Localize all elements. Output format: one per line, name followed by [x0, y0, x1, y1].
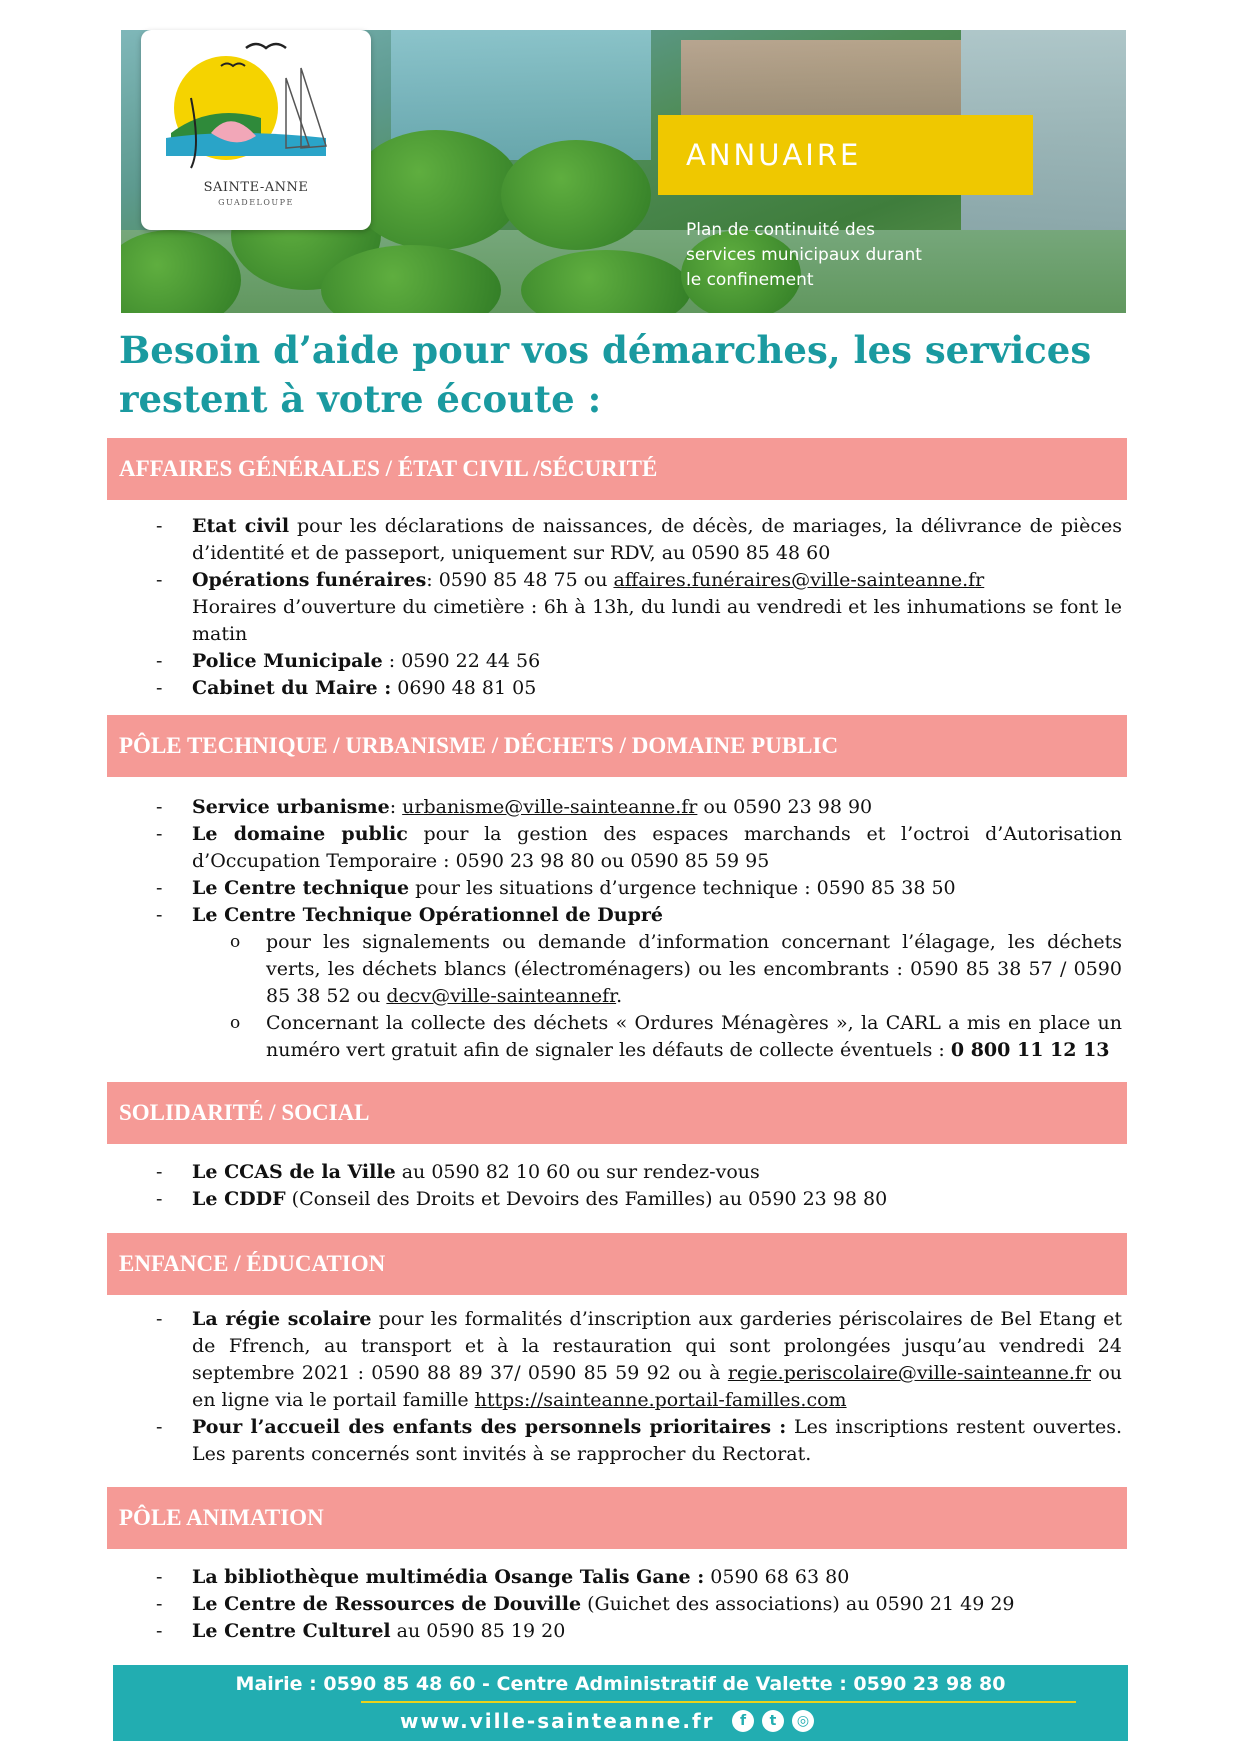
item-text: pour les situations d’urgence technique : 0590 85 38 50: [409, 877, 956, 899]
section-header-enfance: ENFANCE / ÉDUCATION: [107, 1233, 1127, 1295]
portal-link[interactable]: https://sainteanne.portail-familles.com: [474, 1389, 847, 1411]
item-text: au 0590 85 19 20: [390, 1620, 566, 1642]
technique-list: [154, 794, 1122, 1064]
animation-list: [154, 1564, 1122, 1645]
facebook-icon[interactable]: f: [732, 1710, 754, 1732]
list-item: [154, 1414, 1122, 1468]
list-item: [154, 1306, 1122, 1414]
item-text: .: [616, 985, 623, 1007]
list-item: [154, 794, 1122, 821]
item-text: Les inscriptions restent ouvertes. Les parents concernés sont invités à se rapprocher du Rectorat.: [192, 1416, 1122, 1465]
list-item: [154, 648, 1122, 675]
tree-image: [501, 140, 651, 250]
list-item: [154, 1564, 1122, 1591]
list-item: [154, 1159, 1122, 1186]
page-title-line: Besoin d’aide pour vos démarches, les services: [119, 328, 1092, 372]
plan-line: services municipaux durant: [686, 245, 922, 265]
affaires-list: [154, 513, 1122, 702]
website-link[interactable]: www.ville-sainteanne.fr: [400, 1709, 715, 1733]
item-title: Police Municipale: [192, 650, 383, 672]
email-link[interactable]: regie.periscolaire@ville-sainteanne.fr: [727, 1362, 1091, 1384]
item-text: (Guichet des associations) au 0590 21 49 29: [581, 1593, 1015, 1615]
section-header-solidarite: SOLIDARITÉ / SOCIAL: [107, 1082, 1127, 1144]
list-item: [154, 1186, 1122, 1213]
item-title: La régie scolaire: [192, 1308, 372, 1330]
list-item: [154, 875, 1122, 902]
list-item: [154, 821, 1122, 875]
item-title: Opérations funéraires: [192, 569, 427, 591]
item-title: Le domaine public: [192, 823, 408, 845]
solidarite-list: [154, 1159, 1122, 1213]
annuaire-banner: ANNUAIRE: [658, 115, 1033, 195]
item-title: Etat civil: [192, 515, 290, 537]
item-text: (Conseil des Droits et Devoirs des Familles) au 0590 23 98 80: [285, 1188, 888, 1210]
item-title: Service urbanisme: [192, 796, 390, 818]
item-title: La bibliothèque multimédia Osange Talis Gane :: [192, 1566, 705, 1588]
list-item: [154, 1618, 1122, 1645]
plan-line: Plan de continuité des: [686, 220, 876, 240]
page-title-line: restent à votre écoute :: [119, 377, 602, 421]
item-title: Le Centre Technique Opérationnel de Dupré: [192, 904, 663, 926]
twitter-icon[interactable]: t: [762, 1710, 784, 1732]
section-header-animation: PÔLE ANIMATION: [107, 1487, 1127, 1549]
footer: [113, 1665, 1128, 1741]
item-title: Le CCAS de la Ville: [192, 1161, 396, 1183]
tree-image: [351, 130, 521, 250]
logo: [141, 30, 371, 230]
sub-list: [192, 929, 1122, 1064]
footer-contact: Mairie : 0590 85 48 60 - Centre Administratif de Valette : 0590 23 98 80: [235, 1673, 1006, 1695]
plan-line: le confinement: [686, 270, 814, 290]
item-text: pour les signalements ou demande d’information concernant l’élagage, les déchets verts, les déchets blancs (électroménagers) ou les encombrants : 0590 85 38 57 / 0590 85 38 52 ou: [266, 931, 1122, 1007]
item-title: Cabinet du Maire :: [192, 677, 392, 699]
item-title: Pour l’accueil des enfants des personnels prioritaires :: [192, 1416, 787, 1438]
item-text: pour les formalités d’inscription aux garderies périscolaires de Bel Etang et de Ffrench, au transport et à la restauration qui sont prolongées jusqu’au vendredi 24 septembre 2021 : 0590 88 89 37/ 0590 85 59 92 ou à: [192, 1308, 1122, 1384]
item-title: Le Centre technique: [192, 877, 410, 899]
item-text: Concernant la collecte des déchets « Ordures Ménagères », la CARL a mis en place un numéro vert gratuit afin de signaler les défauts de collecte éventuels :: [266, 1012, 1122, 1061]
sainte-anne-logo-icon: [151, 38, 361, 178]
logo-subtitle: GUADELOUPE: [218, 198, 294, 207]
item-text: : 0590 22 44 56: [382, 650, 541, 672]
list-item: [154, 902, 1122, 1064]
page-title: [119, 326, 1119, 424]
item-text: 0590 68 63 80: [704, 1566, 850, 1588]
item-text: 0690 48 81 05: [391, 677, 537, 699]
email-link[interactable]: decv@ville-sainteannefr: [386, 985, 617, 1007]
item-title: Le Centre Culturel: [192, 1620, 391, 1642]
item-text: :: [389, 796, 403, 818]
section-header-technique: PÔLE TECHNIQUE / URBANISME / DÉCHETS / DOMAINE PUBLIC: [107, 715, 1127, 777]
item-text: Horaires d’ouverture du cimetière : 6h à 13h, du lundi au vendredi et les inhumations se font le matin: [192, 596, 1122, 645]
instagram-icon[interactable]: ◎: [792, 1710, 814, 1732]
list-item: [154, 1591, 1122, 1618]
section-header-affaires: AFFAIRES GÉNÉRALES / ÉTAT CIVIL /SÉCURITÉ: [107, 438, 1127, 500]
item-text: ou en ligne via le portail famille: [192, 1362, 1123, 1411]
item-text: : 0590 85 48 75 ou: [426, 569, 614, 591]
email-link[interactable]: urbanisme@ville-sainteanne.fr: [402, 796, 698, 818]
plan-text: [686, 218, 986, 293]
enfance-list: [154, 1306, 1122, 1468]
phone-number: 0 800 11 12 13: [950, 1039, 1110, 1061]
item-title: Le Centre de Ressources de Douville: [192, 1593, 582, 1615]
logo-name: SAINTE-ANNE: [203, 180, 309, 195]
item-text: pour la gestion des espaces marchands et l’octroi d’Autorisation d’Occupation Temporaire : 0590 23 98 80 ou 0590 85 59 95: [192, 823, 1122, 872]
item-text: au 0590 82 10 60 ou sur rendez-vous: [395, 1161, 760, 1183]
list-item: [154, 513, 1122, 567]
item-text: ou 0590 23 98 90: [697, 796, 873, 818]
list-item: [154, 675, 1122, 702]
item-text: pour les déclarations de naissances, de décès, de mariages, la délivrance de pièces d’identité et de passeport, uniquement sur RDV, au 0590 85 48 60: [192, 515, 1122, 564]
sub-list-item: [192, 929, 1122, 1010]
item-title: Le CDDF: [192, 1188, 286, 1210]
sub-list-item: [192, 1010, 1122, 1064]
footer-divider: [361, 1701, 1076, 1703]
email-link[interactable]: affaires.funéraires@ville-sainteanne.fr: [613, 569, 985, 591]
list-item: [154, 567, 1122, 648]
